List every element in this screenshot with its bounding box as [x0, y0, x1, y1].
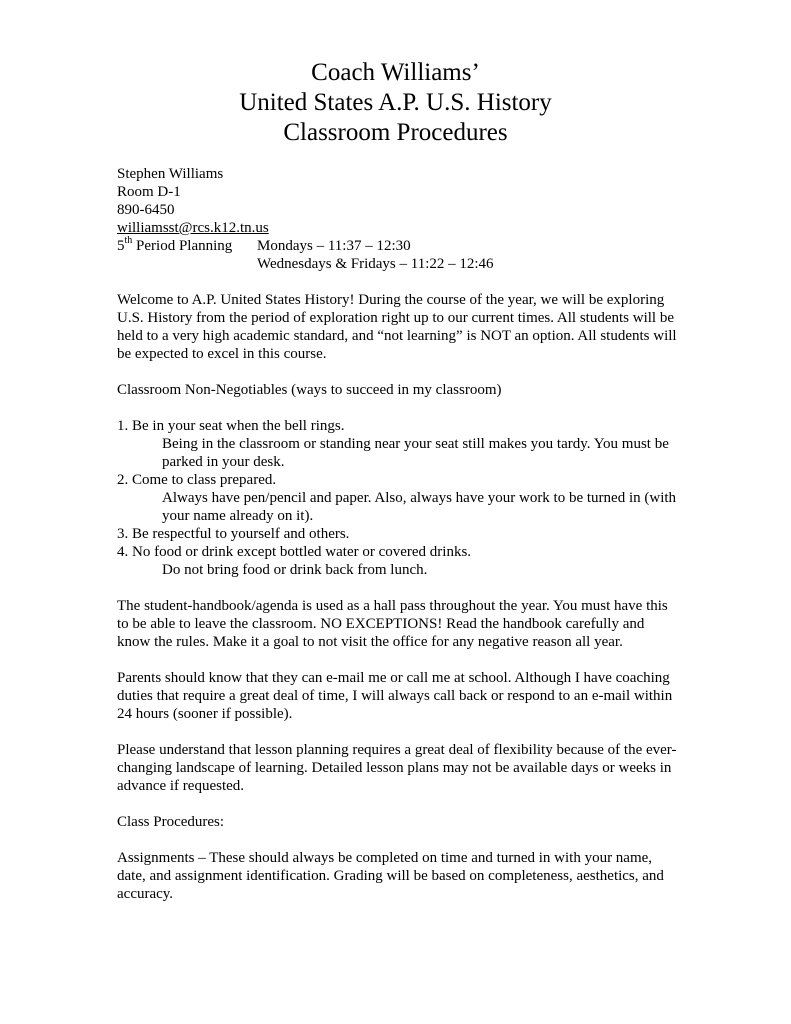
rules-list [117, 417, 677, 579]
class-procedures-heading: Class Procedures: [117, 814, 225, 830]
rule-2-title: 2. Come to class prepared. [117, 472, 277, 488]
planning-time-mondays: Mondays – 11:37 – 12:30 [257, 238, 411, 254]
planning-times [257, 237, 494, 272]
planning-label [117, 235, 233, 254]
planning-time-wed-fri: Wednesdays & Fridays – 11:22 – 12:46 [257, 256, 494, 272]
lesson-planning-paragraph: Please understand that lesson planning requires a great deal of flexibility because of the ever-changing landscape of learning. Detailed lesson plans may not be available days or weeks in advance if requested. [117, 742, 677, 794]
title-line-1: Coach Williams’ [311, 59, 480, 86]
handbook-paragraph: The student-handbook/agenda is used as a hall pass throughout the year. You must have this to be able to leave the classroom. NO EXCEPTIONS! Read the handbook carefully and know the rules. Make it a goal to not visit the office for any negative reason all year. [117, 598, 668, 650]
non-negotiables-heading: Classroom Non-Negotiables (ways to succeed in my classroom) [117, 382, 502, 398]
title-line-3: Classroom Procedures [283, 119, 508, 146]
rule-4-detail: Do not bring food or drink back from lunch. [162, 562, 428, 578]
rule-4-title: 4. No food or drink except bottled water or covered drinks. [117, 544, 472, 560]
rule-2-detail: Always have pen/pencil and paper. Also, always have your work to be turned in (with your name already on it). [162, 490, 677, 524]
room-number: Room D-1 [117, 184, 181, 200]
planning-suffix: th [124, 235, 133, 246]
planning-number: 5 [117, 238, 125, 254]
planning-label-text: Period Planning [132, 238, 233, 254]
phone-number: 890-6450 [117, 202, 175, 218]
title-line-2: United States A.P. U.S. History [239, 89, 552, 116]
welcome-paragraph: Welcome to A.P. United States History! During the course of the year, we will be exploring U.S. History from the period of exploration right up to our current times. All students will be held to a very high academic standard, and “not learning” is NOT an option. All students will be expected to excel in this course. [117, 292, 677, 362]
rule-1-title: 1. Be in your seat when the bell rings. [117, 418, 345, 434]
assignments-paragraph: Assignments – These should always be completed on time and turned in with your name, date, and assignment identification. Grading will be based on completeness, aesthetics, and accuracy. [117, 850, 664, 902]
rule-1-detail: Being in the classroom or standing near your seat still makes you tardy. You must be parked in your desk. [162, 436, 669, 470]
email-link[interactable]: williamsst@rcs.k12.tn.us [117, 220, 269, 236]
planning-period-row [117, 235, 494, 272]
teacher-name: Stephen Williams [117, 166, 224, 182]
rule-3-title: 3. Be respectful to yourself and others. [117, 526, 350, 542]
contact-block [117, 165, 494, 272]
parents-paragraph: Parents should know that they can e-mail me or call me at school. Although I have coaching duties that require a great deal of time, I will always call back or respond to an e-mail within 24 hours (sooner if possible). [117, 670, 673, 722]
document-title [0, 58, 791, 148]
